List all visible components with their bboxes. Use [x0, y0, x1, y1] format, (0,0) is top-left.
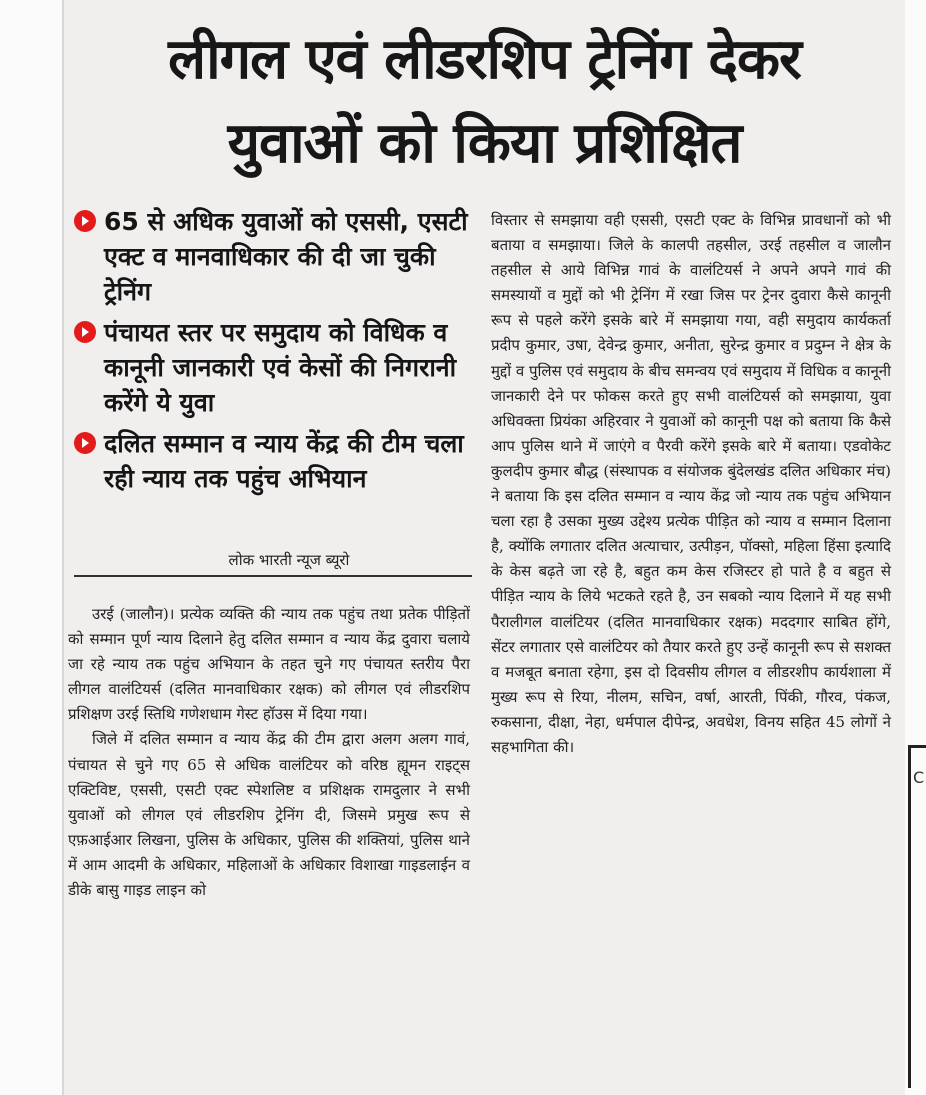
highlight-item	[74, 426, 474, 496]
newspaper-clipping	[64, 0, 905, 1095]
highlight-text: दलित सम्मान व न्याय केंद्र की टीम चला रही न्याय तक पहुंच अभियान	[104, 429, 464, 493]
article-paragraph: उरई (जालौन)। प्रत्येक व्यक्ति की न्याय तक पहुंच तथा प्रतेक पीड़ितों को सम्मान पूर्ण न्याय दिलाने हेतु दलित सम्मान व न्याय केंद्र दुवारा चलाये जा रहे न्याय तक पहुंच अभियान के तहत चुने गए पंचायत स्तरीय पैरा लीगल वालंटियर्स (दलित मानवाधिकार रक्षक) को लीगल एवं लीडरशिप प्रशिक्षण उरई स्तिथि गणेशधाम गेस्ट हॉउस में दिया गया।	[68, 605, 470, 724]
highlight-text: 65 से अधिक युवाओं को एससी, एसटी एक्ट व मानवाधिकार की दी जा चुकी ट्रेनिंग	[104, 207, 468, 306]
article-column-1	[68, 602, 470, 903]
adjacent-article-fragment	[908, 745, 926, 1088]
highlight-item	[74, 204, 474, 309]
left-margin-strip	[0, 0, 62, 1095]
article-column-2	[491, 208, 891, 760]
arrow-bullet-icon	[74, 210, 96, 232]
arrow-bullet-icon	[74, 432, 96, 454]
headline-line-2: युवाओं को किया प्रशिक्षित	[227, 111, 742, 176]
highlight-text: पंचायत स्तर पर समुदाय को विधिक व कानूनी जानकारी एवं केसों की निगरानी करेंगे ये युवा	[104, 318, 457, 417]
arrow-bullet-icon	[74, 321, 96, 343]
article-paragraph: जिले में दलित सम्मान व न्याय केंद्र की टीम द्वारा अलग अलग गावं, पंचायत से चुने गए 65 से अधिक वालंटियर को वरिष्ठ ह्यूमन राइट्स एक्टिविष्ट, एससी, एसटी एक्ट स्पेशलिष्ट व प्रशिक्षक रामदुलार ने सभी युवाओं को लीगल एवं लीडरशिप ट्रेनिंग दी, जिसमे प्रमुख रूप से एफ़आईआर लिखना, पुलिस के अधिकार, पुलिस की शक्तियां, पुलिस थाने में आम आदमी के अधिकार, महिलाओं के अधिकार विशाखा गाइडलाईन व डीके बासु गाइड लाइन को	[68, 730, 470, 900]
article-paragraph: विस्तार से समझाया वही एससी, एसटी एक्ट के विभिन्न प्रावधानों को भी बताया व समझाया। जिले के कालपी तहसील, उरई तहसील व जालौन तहसील से आये विभिन्न गावं के वालंटियर्स ने अपने अपने गावं की समस्यायों व मुद्दों को भी ट्रेनिंग में रखा जिस पर ट्रेनर दुवारा कैसे कानूनी रूप से पहले करेंगे इसके बारे में समझाया गया, वही समुदाय कार्यकर्ता प्रदीप कुमार, उषा, देवेन्द्र कुमार, अनीता, सुरेन्द्र कुमार व प्रदुम्न ने क्षेत्र के मुद्दों व पुलिस एवं समुदाय के बीच समन्वय एवं समुदाय में विधिक व कानूनी जानकारी देने पर फोकस करते हुए सभी वालंटियर्स को समझाया, युवा अधिवक्ता प्रियंका अहिरवार ने युवाओं को कानूनी पक्ष को बताया कि कैसे आप पुलिस थाने में जाएंगे व पैरवी करेंगे इसके बारे में बताया। एडवोकेट कुलदीप कुमार बौद्ध (संस्थापक व संयोजक बुंदेलखंड दलित अधिकार मंच) ने बताया कि इस दलित सम्मान व न्याय केंद्र जो न्याय तक पहुंच अभियान चला रहा है उसका मुख्य उद्देश्य प्रत्येक पीड़ित को न्याय व सम्मान दिलाना है, क्योंकि लगातार दलित अत्याचार, उत्पीड़न, पॉक्सो, महिला हिंसा इत्यादि के केस बढ़ते जा रहे है, बहुत कम केस रजिस्टर हो पाते है व बहुत से पीड़ित न्याय के लिये भटकते रहते है, उन सबको न्याय दिलाने में यह सभी पैरालीगल वालंटियर (दलित मानवाधिकार रक्षक) मददगार साबित होंगे, सेंटर लगातार एसे वालंटियर को तैयार करते हुए उन्हें कानूनी रूप से सशक्त व मजबूत बनाता रहेगा, इस दो दिवसीय लीगल व लीडरशीप कार्यशाला में मुख्य रूप से रिया, नीलम, सचिन, वर्षा, आरती, पिंकी, गौरव, पंकज, रुकसाना, दीक्षा, नेहा, धर्मपाल दीपेन्द्र, अवधेश, विनय सहित 45 लोगों ने सहभागिता की।	[491, 211, 891, 756]
byline-rule	[74, 575, 472, 577]
headline-line-1: लीगल एवं लीडरशिप ट्रेनिंग देकर	[168, 27, 801, 92]
byline: लोक भारती न्यूज ब्यूरो	[228, 551, 350, 569]
headline	[64, 18, 905, 186]
highlights-list	[74, 204, 474, 502]
highlight-item	[74, 315, 474, 420]
edge-glyph: C	[913, 768, 925, 787]
